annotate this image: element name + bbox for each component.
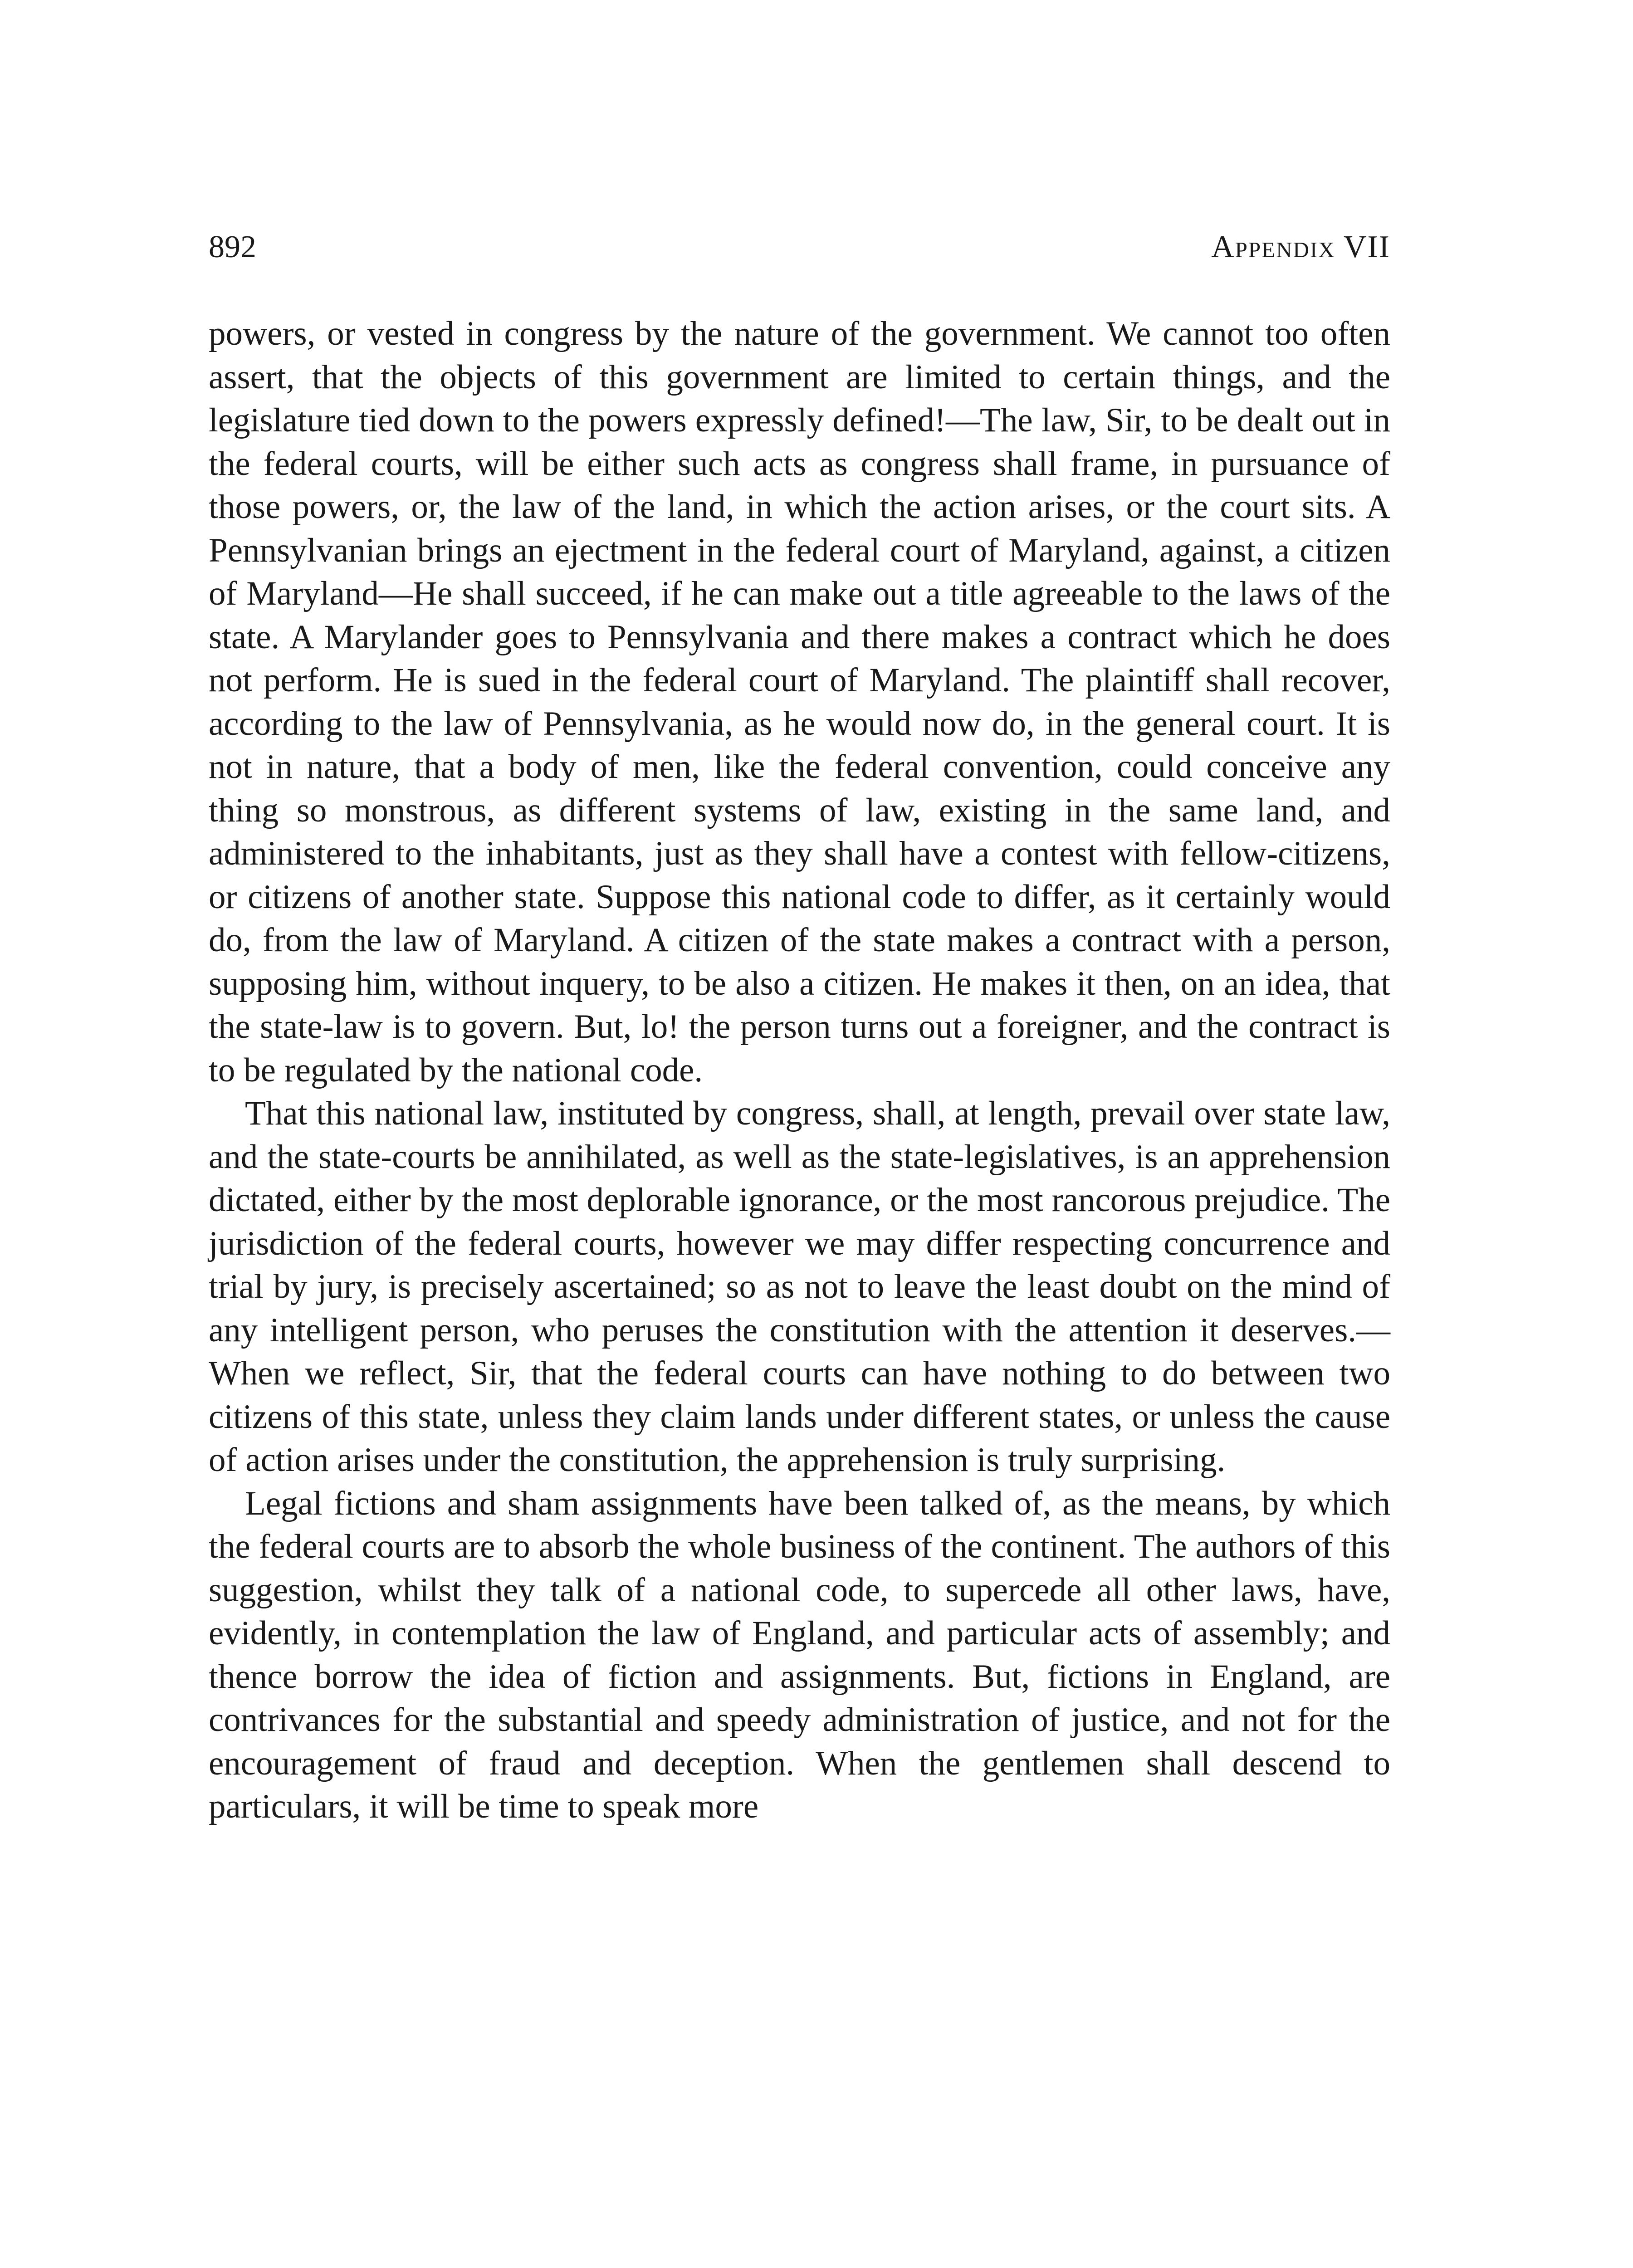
paragraph: Legal fictions and sham assignments have been talked of, as the means, by which the federal courts are to absorb the whole business of the continent. The authors of this suggestion, whilst they talk of a national code, to supercede all other laws, have, evidently, in contemplation the law of England, and particular acts of assembly; and thence borrow the idea of fiction and assignments. But, fictions in England, are contrivances for the substantial and speedy administration of justice, and not for the encouragement of fraud and deception. When the gentlemen shall descend to particulars, it will be time to speak more <box>209 1484 1390 1825</box>
section-title: Appendix VII <box>1211 230 1390 264</box>
book-page <box>209 227 1390 1828</box>
paragraph-continued: powers, or vested in congress by the nature of the government. We cannot too often assert, that the objects of this government are limited to certain things, and the legislature tied down to the powers expressly defined!—The law, Sir, to be dealt out in the federal courts, will be either such acts as congress shall frame, in pursuance of those powers, or, the law of the land, in which the action arises, or the court sits. A Pennsylvanian brings an ejectment in the federal court of Maryland, against, a citizen of Maryland—He shall succeed, if he can make out a title agreeable to the laws of the state. A Marylander goes to Pennsylvania and there makes a contract which he does not perform. He is sued in the federal court of Maryland. The plaintiff shall recover, according to the law of Pennsylvania, as he would now do, in the general court. It is not in nature, that a body of men, like the federal convention, could conceive any thing so monstrous, as different systems of law, existing in the same land, and administered to the inhabitants, just as they shall have a contest with fellow-citizens, or citizens of another state. Suppose this national code to differ, as it certainly would do, from the law of Maryland. A citizen of the state makes a contract with a person, supposing him, without inquery, to be also a citizen. He makes it then, on an idea, that the state-law is to govern. But, lo! the person turns out a foreigner, and the contract is to be regulated by the national code. <box>209 315 1390 1089</box>
body-text <box>209 312 1390 1828</box>
paragraph: That this national law, instituted by congress, shall, at length, prevail over state law, and the state-courts be annihilated, as well as the state-legislatives, is an apprehension dictated, either by the most deplorable ignorance, or the most rancorous prejudice. The jurisdiction of the federal courts, however we may differ respecting concurrence and trial by jury, is precisely ascertained; so as not to leave the least doubt on the mind of any intelligent person, who peruses the constitution with the attention it deserves.—When we reflect, Sir, that the federal courts can have nothing to do between two citizens of this state, unless they claim lands under different states, or unless the cause of action arises under the constitution, the apprehension is truly surprising. <box>209 1095 1390 1479</box>
page-number: 892 <box>209 230 256 264</box>
running-head <box>209 227 1390 277</box>
